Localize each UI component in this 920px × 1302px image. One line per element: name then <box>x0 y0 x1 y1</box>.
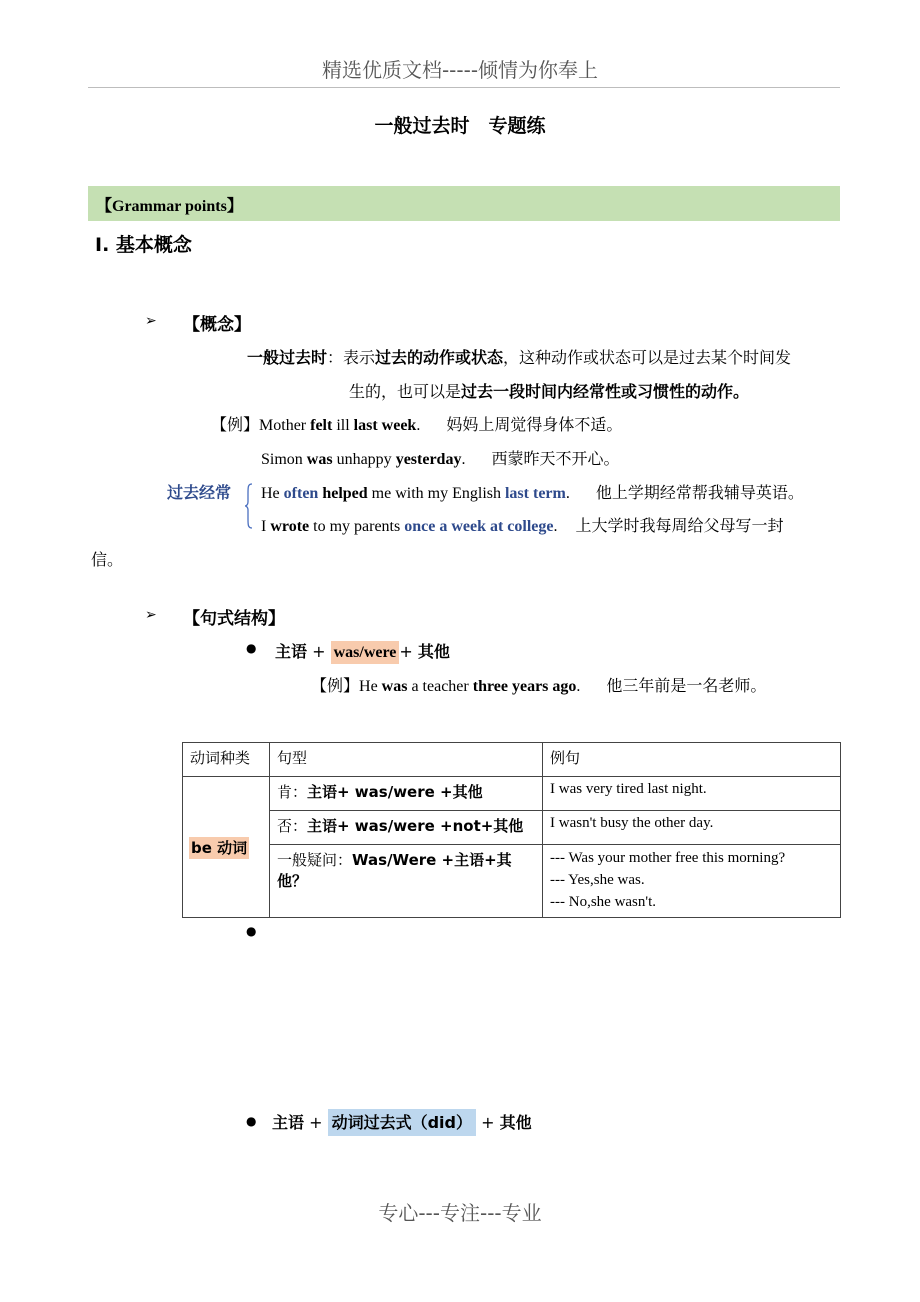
table-header: 动词种类 <box>183 743 270 777</box>
example-translation: 他上学期经常帮我辅导英语。 <box>595 483 804 502</box>
page-header: 精选优质文档-----倾情为你奉上 <box>321 58 599 82</box>
example-sentence: Simon was unhappy yesterday. <box>261 451 466 468</box>
table-row: 否：主语+ was/were +not+其他 <box>270 811 543 845</box>
be-verb-table <box>182 742 841 918</box>
section-heading: Ⅰ. 基本概念 <box>95 234 192 256</box>
table-row: --- Was your mother free this morning? --- Yes,she was. --- No,she wasn't. <box>543 845 841 918</box>
header-divider <box>88 87 840 88</box>
example-translation: 上大学时我每周给父母写一封 <box>575 516 784 535</box>
example-sentence: He often helped me with my English last term. <box>261 485 570 502</box>
definition-emphasis: 过去的动作或状态 <box>375 348 504 367</box>
example-translation: 西蒙昨天不开心。 <box>491 449 620 468</box>
example-line <box>261 480 804 503</box>
example-tag: 【例】 <box>311 676 360 695</box>
arrow-bullet-icon: ➢ <box>145 607 157 623</box>
example-translation: 妈妈上周觉得身体不适。 <box>446 415 623 434</box>
table-header: 句型 <box>270 743 543 777</box>
example-line <box>261 513 784 536</box>
table-row: 一般疑问：Was/Were +主语+其他？ <box>270 845 543 918</box>
example-tag: 【例】 <box>211 415 260 434</box>
page-footer: 专心---专注---专业 <box>378 1201 542 1225</box>
table-row: 肯：主语+ was/were +其他 <box>270 777 543 811</box>
arrow-bullet-icon: ➢ <box>145 313 157 329</box>
be-verb-label: be 动词 <box>191 838 248 857</box>
formula-did: 主语 + 动词过去式（did） + 其他 <box>272 1110 532 1133</box>
definition-emphasis: 过去一段时间内经常性或习惯性的动作。 <box>461 382 750 401</box>
formula-be: 主语 + was/were + 其他 <box>275 639 450 662</box>
definition-line-1 <box>247 345 791 368</box>
definition-text: ：表示 <box>327 348 376 367</box>
example-line <box>311 673 766 696</box>
example-sentence: He was a teacher three years ago. <box>359 678 581 695</box>
example-sentence: I wrote to my parents once a week at college. <box>261 518 558 535</box>
definition-text: ，这种动作或状态可以是过去某个时间发 <box>503 348 792 367</box>
table-row: I was very tired last night. <box>543 777 841 811</box>
bullet-dot-icon: ● <box>246 641 257 655</box>
example-sentence: Mother felt ill last week. <box>259 417 421 434</box>
verb-category-cell <box>183 777 270 918</box>
brace-icon <box>245 483 253 529</box>
grammar-points-label: 【Grammar points】 <box>96 198 243 215</box>
bullet-dot-icon: ● <box>246 1114 257 1128</box>
definition-text: 生的，也可以是 <box>349 382 462 401</box>
definition-term: 一般过去时 <box>247 348 328 367</box>
habitual-past-label: 过去经常 <box>167 483 232 502</box>
concept-heading: 【概念】 <box>183 315 251 335</box>
bullet-dot-icon: ● <box>246 924 257 938</box>
past-verb-highlight: 动词过去式（did） <box>328 1109 476 1136</box>
example-translation: 他三年前是一名老师。 <box>606 676 767 695</box>
definition-line-2 <box>349 379 749 402</box>
document-title: 一般过去时 专题练 <box>374 115 546 137</box>
example-line <box>211 412 622 435</box>
table-row: I wasn't busy the other day. <box>543 811 841 845</box>
was-were-highlight: was/were <box>331 641 400 664</box>
example-line <box>261 446 619 469</box>
example-translation-continued: 信。 <box>91 550 124 569</box>
table-header: 例句 <box>543 743 841 777</box>
structure-heading: 【句式结构】 <box>183 609 285 629</box>
